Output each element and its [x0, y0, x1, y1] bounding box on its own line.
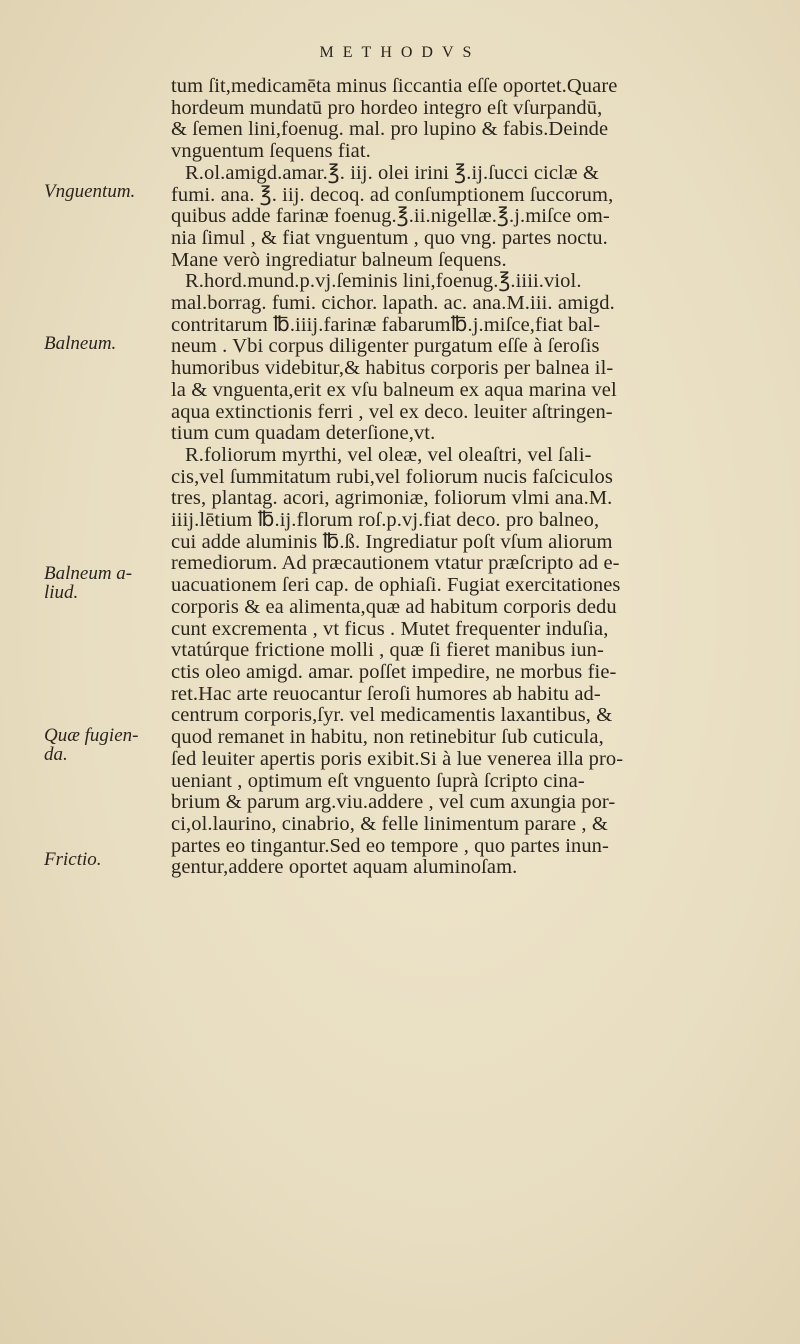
text-line: cui adde aluminis ℔.ß. Ingrediatur poſt vſum aliorum [171, 531, 613, 553]
text-line: brium & parum arg.viu.addere , vel cum axungia por- [171, 792, 616, 814]
text-line: partes eo tingantur.Sed eo tempore , quo partes inun- [171, 835, 609, 857]
text-line: tium cum quadam deterſione,vt. [171, 423, 436, 445]
marginal-line: da. [44, 745, 68, 764]
text-line: ctis oleo amigd. amar. poſſet impedire, ne morbus fie- [171, 661, 617, 683]
text-line: neum . Vbi corpus diligenter purgatum eſſe à ſeroſis [171, 336, 600, 358]
text-line: ſed leuiter apertis poris exibit.Si à lue venerea illa pro- [171, 748, 624, 770]
marginal-line: liud. [44, 583, 79, 602]
text-line: Mane verò ingrediatur balneum ſequens. [171, 249, 507, 271]
marginal-note-balneum [44, 334, 174, 353]
marginal-line: Quæ fugien- [44, 726, 139, 745]
text-line: vtatúrque frictione molli , quæ ſi fieret manibus iun- [171, 640, 604, 662]
text-line: contritarum ℔.iiij.farinæ fabarum℔.j.miſce,fiat bal- [171, 314, 601, 336]
text-line: centrum corporis,ſyr. vel medicamentis laxantibus, & [171, 705, 613, 727]
text-line: gentur,addere oportet aquam aluminoſam. [171, 857, 518, 879]
text-line: ret.Hac arte reuocantur ſeroſi humores ab habitu ad- [171, 683, 601, 705]
marginal-line: Frictio. [44, 850, 102, 869]
text-line: ueniant , optimum eſt vnguento ſuprà ſcripto cina- [171, 770, 585, 792]
text-line: & ſemen lini,foenug. mal. pro lupino & fabis.Deinde [171, 119, 609, 141]
text-line: ci,ol.laurino, cinabrio, & felle linimentum parare , & [171, 813, 608, 835]
marginal-line: Balneum. [44, 334, 117, 353]
text-line: mal.borrag. fumi. cichor. lapath. ac. ana.M.iii. amigd. [171, 293, 615, 315]
text-line: tres, plantag. acori, agrimoniæ, foliorum vlmi ana.M. [171, 488, 613, 510]
text-line: R.foliorum myrthi, vel oleæ, vel oleaſtri, vel ſali- [185, 444, 592, 466]
text-line: cunt excrementa , vt ficus . Mutet frequenter induſia, [171, 618, 609, 640]
text-line: humoribus videbitur,& habitus corporis per balnea il- [171, 358, 614, 380]
text-line: cis,vel ſummitatum rubi,vel foliorum nucis faſciculos [171, 466, 613, 488]
text-line: la & vnguenta,erit ex vſu balneum ex aqua marina vel [171, 379, 617, 401]
marginal-line: Vnguentum. [44, 182, 136, 201]
text-line: remediorum. Ad præcautionem vtatur præſcripto ad e- [171, 553, 620, 575]
text-line: quod remanet in habitu, non retinebitur ſub cuticula, [171, 727, 604, 749]
text-line: quibus adde farinæ foenug.℥.ii.nigellæ.℥.j.miſce om- [171, 206, 610, 228]
text-line: nia ſimul , & fiat vnguentum , quo vng. partes noctu. [171, 227, 608, 249]
text-line: hordeum mundatū pro hordeo integro eſt vſurpandū, [171, 97, 603, 119]
marginal-note-balneum-aliud [44, 564, 174, 602]
text-line: tum ſit,medicamēta minus ſiccantia eſſe oportet.Quare [171, 76, 618, 97]
text-line: aqua extinctionis ferri , vel ex deco. leuiter aſtringen- [171, 401, 613, 423]
text-line: fumi. ana. ℥. iij. decoq. ad conſumptionem ſuccorum, [171, 184, 614, 206]
text-line: R.hord.mund.p.vj.ſeminis lini,foenug.℥.iiii.viol. [185, 271, 582, 293]
marginal-line: Balneum a- [44, 564, 133, 583]
text-line: vnguentum ſequens fiat. [171, 141, 371, 163]
text-line: iiij.lētium ℔.ij.florum roſ.p.vj.fiat deco. pro balneo, [171, 510, 600, 532]
marginal-note-quae-fugienda [44, 726, 174, 764]
text-line: uacuationem ſeri cap. de ophiaſi. Fugiat exercitationes [171, 575, 621, 597]
running-head: METHODVS [319, 44, 481, 61]
marginal-note-frictio [44, 850, 174, 869]
text-line: corporis & ea alimenta,quæ ad habitum corporis dedu [171, 596, 617, 618]
body-text [171, 76, 783, 879]
text-line: R.ol.amigd.amar.℥. iij. olei irini ℥.ij.ſucci ciclæ & [185, 162, 599, 184]
marginal-note-unguentum [44, 182, 174, 201]
